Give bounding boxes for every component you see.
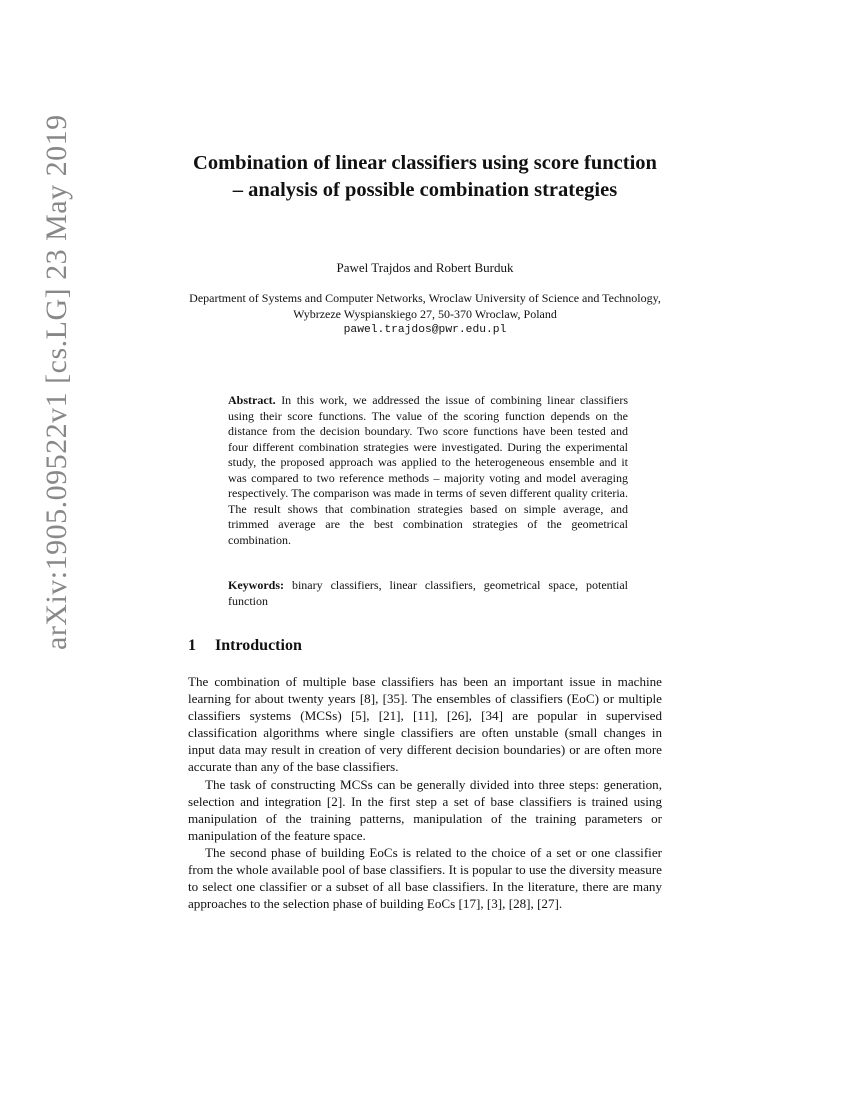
keywords-text: binary classifiers, linear classifiers, geometrical space, potential function	[228, 578, 628, 608]
section-title: Introduction	[215, 637, 302, 654]
section-heading	[188, 637, 302, 655]
section-body	[188, 673, 662, 912]
author-email[interactable]: pawel.trajdos@pwr.edu.pl	[343, 324, 507, 336]
abstract-text: In this work, we addressed the issue of combining linear classifiers using their score functions. The value of the scoring function depends on the distance from the decision boundary. Two score functions have been tested and four different combination strategies were investigated. During the experimental study, the proposed approach was applied to the heterogeneous ensemble and it was compared to two reference methods – majority voting and model averaging respectively. The comparison was made in terms of seven different quality criteria. The result shows that combination strategies based on simple average, and trimmed average are the best combination strategies of the geometrical combination.	[228, 393, 629, 547]
affiliation-department: Department of Systems and Computer Networks, Wroclaw University of Science and Technology,	[189, 291, 661, 305]
author-affiliation	[180, 290, 670, 338]
abstract	[228, 393, 628, 548]
paper-authors: Pawel Trajdos and Robert Burduk	[336, 260, 514, 275]
keywords	[228, 578, 628, 609]
paragraph: The second phase of building EoCs is related to the choice of a set or one classifier from the whole available pool of base classifiers. It is popular to use the diversity measure to select one classifier or a subset of all base classifiers. In the literature, there are many approaches to the selection phase of building EoCs [17], [3], [28], [27].	[188, 844, 662, 912]
paragraph: The task of constructing MCSs can be generally divided into three steps: generation, selection and integration [2]. In the first step a set of base classifiers is trained using manipulation of the training patterns, manipulation of the training parameters or manipulation of the feature space.	[188, 776, 662, 843]
paragraph: The combination of multiple base classifiers has been an important issue in machine learning for about twenty years [8], [35]. The ensembles of classifiers (EoC) or multiple classifiers systems (MCSs) [5], [21], [11], [26], [34] are popular in supervised classification algorithms where single classifiers are often unstable (small changes in input data may result in creation of very different decision boundaries) or are often more accurate than any of the base classifiers.	[188, 674, 662, 775]
abstract-label: Abstract.	[228, 393, 276, 407]
paper-title: Combination of linear classifiers using score function – analysis of possible combination strategies	[193, 152, 657, 201]
arxiv-identifier: arXiv:1905.09522v1 [cs.LG] 23 May 2019	[40, 114, 73, 650]
keywords-label: Keywords:	[228, 578, 284, 592]
affiliation-address: Wybrzeze Wyspianskiego 27, 50-370 Wroclaw, Poland	[293, 307, 557, 321]
section-number: 1	[188, 637, 196, 654]
